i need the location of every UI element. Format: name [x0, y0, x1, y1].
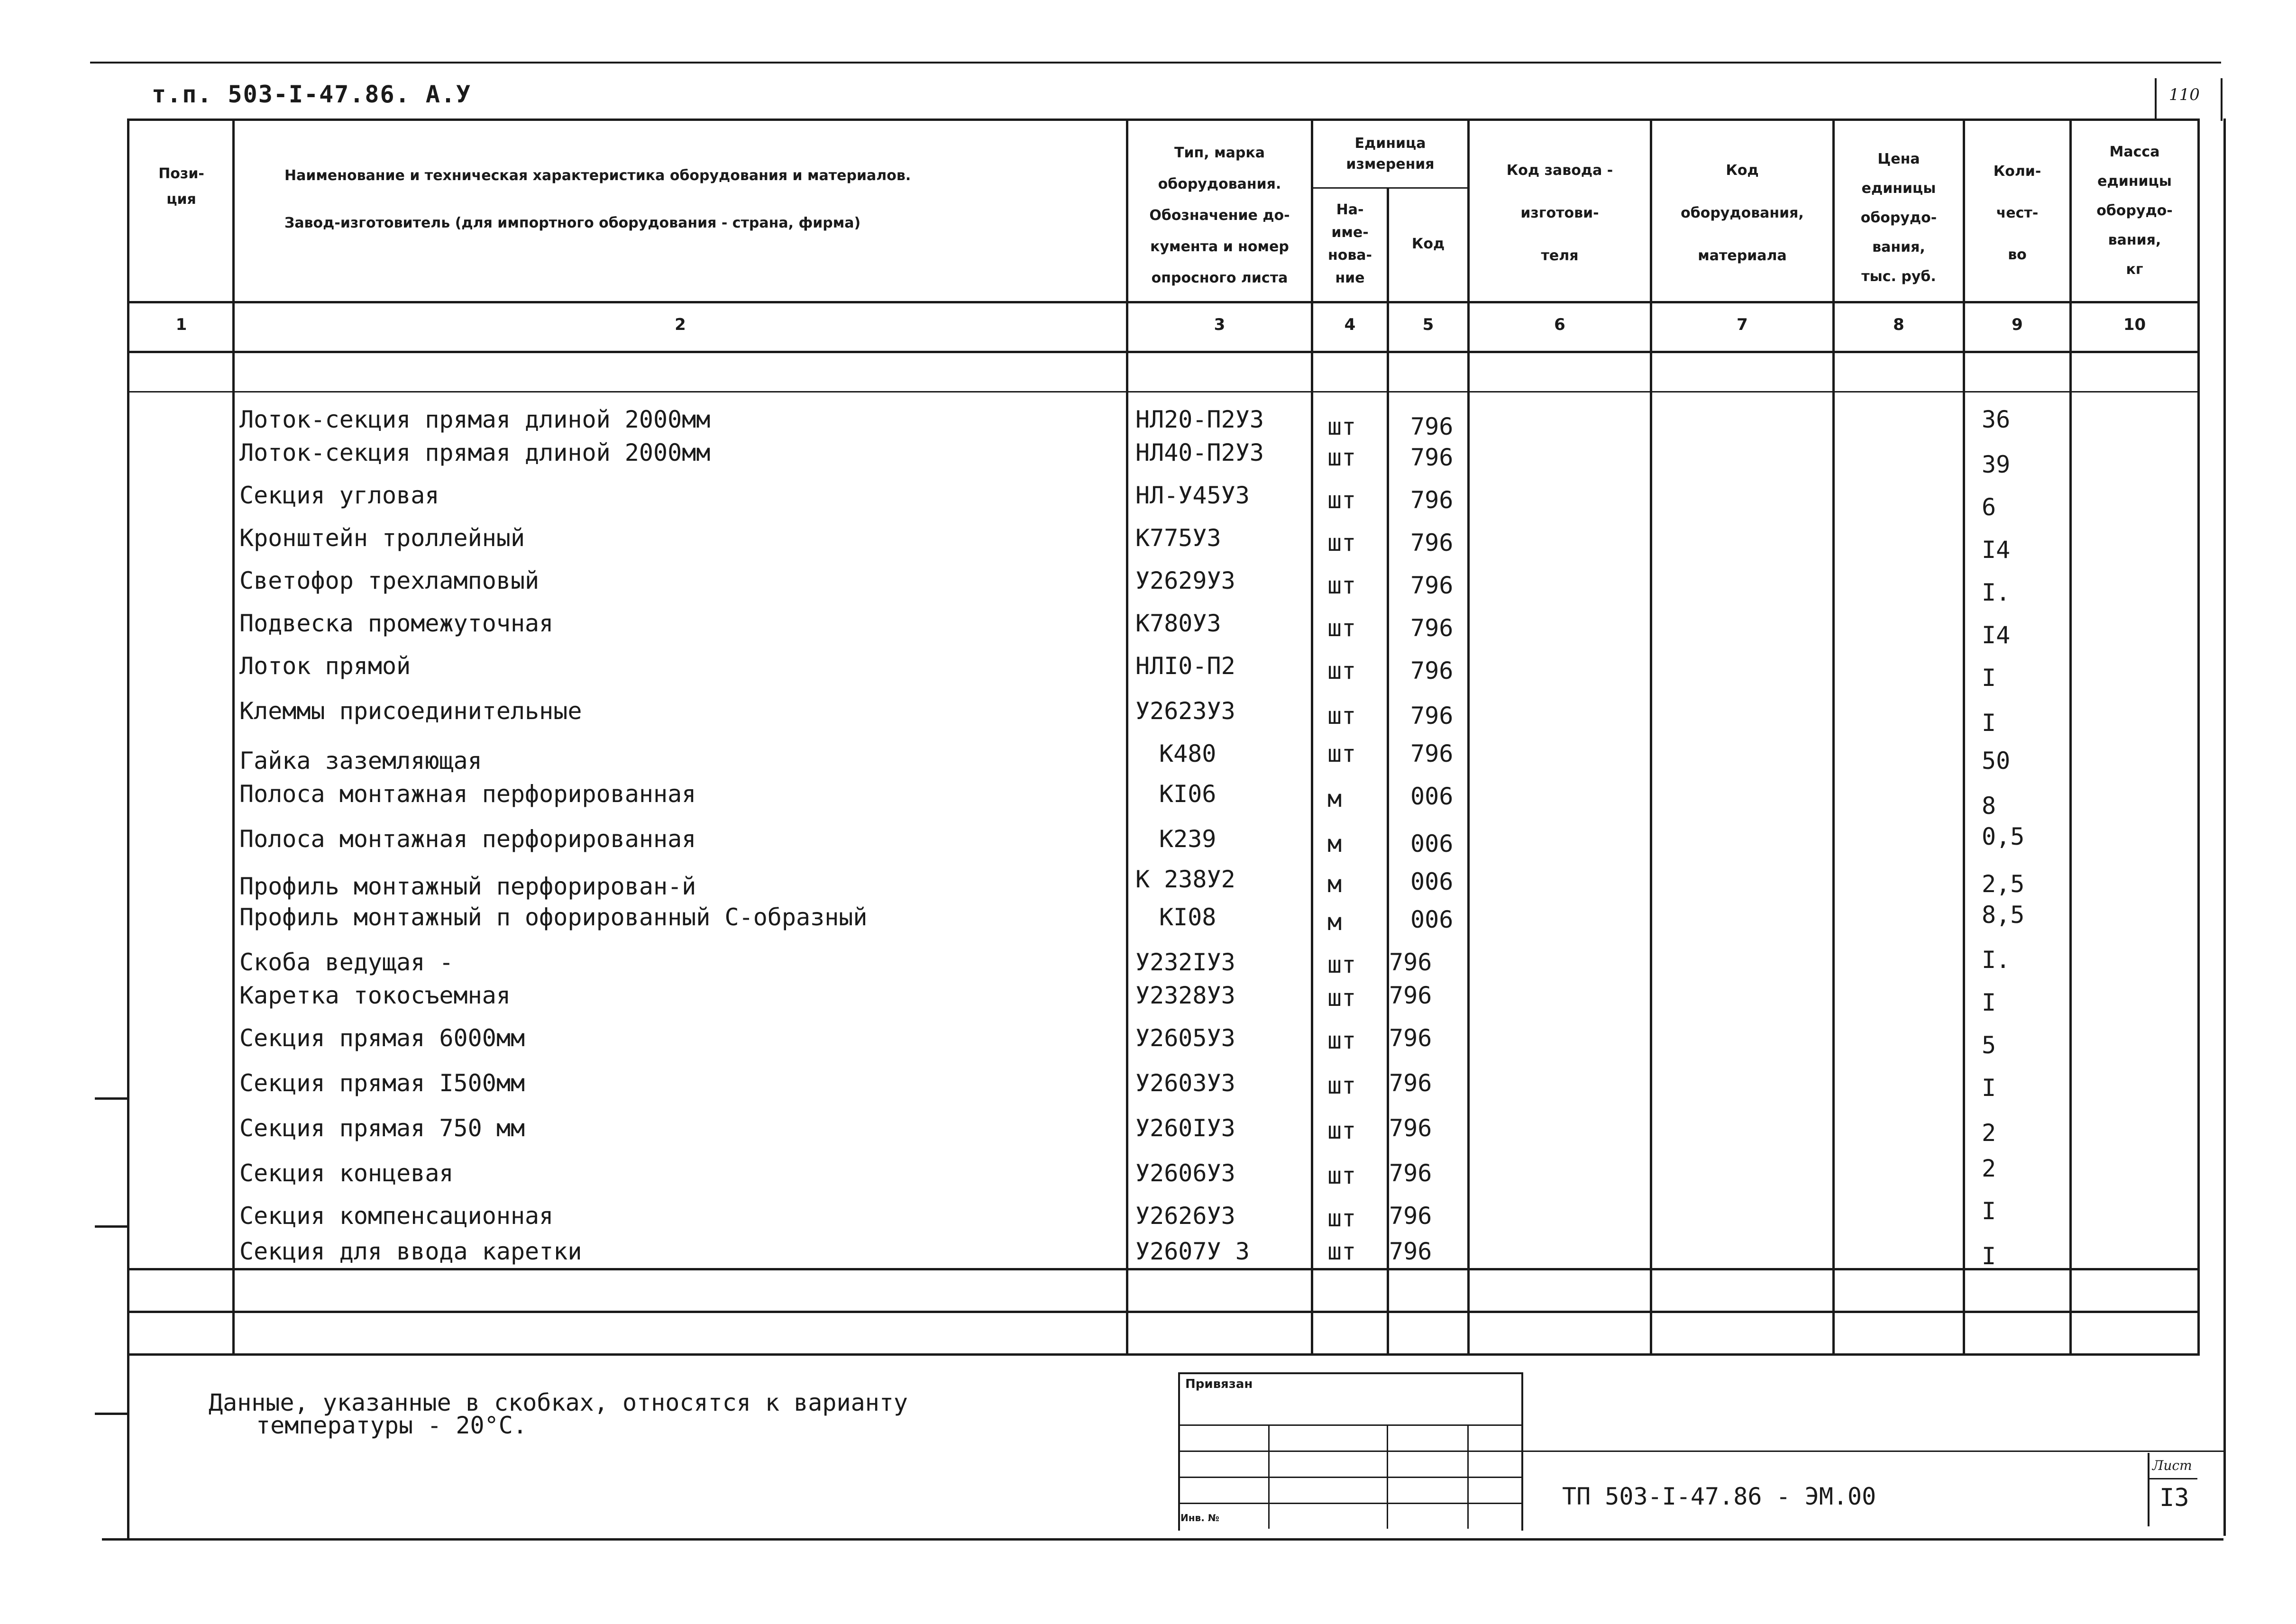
- item-unit: шт: [1327, 951, 1356, 978]
- header-position: Пози- ция: [158, 165, 204, 208]
- sheet-box-line: [2148, 1478, 2197, 1479]
- item-type: К 238У2: [1135, 866, 1235, 893]
- item-name: Секция концевая: [239, 1159, 454, 1187]
- item-name: Кронштейн троллейный: [239, 524, 525, 552]
- item-name: Секция угловая: [239, 482, 439, 509]
- margin-tick: [95, 1225, 128, 1228]
- item-type: НЛ40-П2У3: [1135, 439, 1264, 466]
- table-row: [0, 652, 2296, 695]
- item-unit: м: [1327, 908, 1342, 936]
- header-unit-group: Единица измерения: [1346, 135, 1435, 173]
- table-row: [0, 481, 2296, 525]
- table-first-row-line: [128, 391, 2200, 392]
- header-type: Тип, марка оборудования. Обозначение до- кумента и номер опросного листа: [1149, 145, 1290, 286]
- item-unit: шт: [1327, 1027, 1356, 1054]
- item-code: 796: [1389, 1114, 1432, 1142]
- item-name: Секция компенсационная: [239, 1202, 554, 1230]
- unit-group-line: [1311, 187, 1467, 189]
- item-name: Секция для ввода каретки: [239, 1238, 582, 1265]
- item-type: У260IУ3: [1135, 1114, 1235, 1142]
- footer-note-line2: температуры - 20°С.: [256, 1412, 527, 1439]
- page-corner-number: 110: [2169, 85, 2200, 104]
- item-type: У2328У3: [1135, 982, 1235, 1009]
- item-code: 796: [1389, 1159, 1432, 1187]
- item-code: 796: [1389, 1238, 1432, 1265]
- stamp-divider: [1268, 1424, 1270, 1529]
- item-type: КI06: [1159, 780, 1217, 808]
- item-type: К775У3: [1135, 524, 1221, 552]
- stamp-divider: [1467, 1424, 1469, 1529]
- item-unit: шт: [1327, 740, 1356, 767]
- table-row: [0, 1114, 2296, 1158]
- item-code: 796: [1410, 614, 1454, 642]
- colnum-7: 7: [1737, 315, 1748, 334]
- item-qty: 8: [1982, 792, 1996, 820]
- table-row: [0, 566, 2296, 610]
- table-row: [0, 1069, 2296, 1113]
- item-unit: шт: [1327, 702, 1356, 730]
- header-quantity: Коли- чест- во: [1993, 163, 2041, 263]
- table-row: [0, 780, 2296, 823]
- item-unit: шт: [1327, 1162, 1356, 1189]
- item-unit: шт: [1327, 572, 1356, 599]
- table-row: [0, 524, 2296, 567]
- item-qty: I.: [1982, 579, 2011, 606]
- item-name: Секция прямая 750 мм: [239, 1114, 525, 1142]
- item-qty: I: [1982, 989, 1996, 1016]
- colnum-2: 2: [675, 315, 686, 334]
- item-qty: I: [1982, 1074, 1996, 1102]
- item-qty: 39: [1982, 451, 2011, 478]
- item-qty: 8,5: [1982, 901, 2025, 929]
- item-qty: I.: [1982, 946, 2011, 974]
- table-bottom-line: [128, 1353, 2200, 1356]
- item-qty: I: [1982, 1242, 1996, 1270]
- item-type: У2603У3: [1135, 1069, 1235, 1097]
- colnum-bottom-line: [128, 351, 2200, 353]
- header-name-line1: Наименование и техническая характеристика оборудования и материалов.: [284, 167, 911, 184]
- item-code: 796: [1410, 444, 1454, 471]
- item-type: НЛI0-П2: [1135, 652, 1235, 680]
- item-code: 796: [1389, 949, 1432, 976]
- item-name: Профиль монтажный перфорирован-й: [239, 873, 696, 900]
- item-name: Светофор трехламповый: [239, 567, 540, 594]
- item-unit: м: [1327, 870, 1342, 898]
- table-row: [0, 903, 2296, 947]
- item-type: НЛ-У45У3: [1135, 482, 1250, 509]
- stamp-line: [1178, 1477, 1521, 1478]
- item-qty: 2: [1982, 1119, 1996, 1147]
- stamp-inventory-label: Инв. №: [1180, 1512, 1219, 1524]
- item-qty: I4: [1982, 621, 2011, 649]
- stamp-divider: [1387, 1424, 1388, 1529]
- colnum-4: 4: [1344, 315, 1356, 334]
- item-name: Скоба ведущая -: [239, 949, 454, 976]
- item-code: 006: [1410, 830, 1454, 858]
- header-factory-code: Код завода - изготови- теля: [1506, 162, 1613, 264]
- item-type: К780У3: [1135, 610, 1221, 637]
- stamp-line: [1178, 1451, 2223, 1452]
- table-row: [0, 865, 2296, 909]
- sheet-label: Лист: [2152, 1458, 2192, 1473]
- colnum-8: 8: [1893, 315, 1904, 334]
- page-bottom-line: [102, 1538, 2223, 1541]
- item-unit: шт: [1327, 1072, 1356, 1099]
- item-name: Гайка заземляющая: [239, 747, 482, 775]
- item-qty: 0,5: [1982, 823, 2025, 850]
- item-type: У2623У3: [1135, 697, 1235, 725]
- item-qty: I: [1982, 664, 1996, 692]
- document-code: т.п. 503-I-47.86. А.У: [152, 81, 472, 108]
- item-qty: 50: [1982, 747, 2011, 775]
- table-top-line: [128, 119, 2200, 121]
- item-name: Подвеска промежуточная: [239, 610, 554, 637]
- item-qty: 6: [1982, 493, 1996, 521]
- item-name: Клеммы присоединительные: [239, 697, 582, 725]
- colnum-6: 6: [1554, 315, 1565, 334]
- table-row: [0, 438, 2296, 482]
- table-row: [0, 697, 2296, 740]
- table-row: [0, 1237, 2296, 1281]
- stamp-line: [1178, 1424, 1521, 1426]
- item-unit: шт: [1327, 529, 1356, 557]
- item-name: Лоток прямой: [239, 652, 411, 680]
- item-qty: I: [1982, 709, 1996, 737]
- table-row: [0, 981, 2296, 1025]
- item-name: Полоса монтажная перфорированная: [239, 825, 696, 853]
- margin-tick: [95, 1097, 128, 1100]
- item-type: У2629У3: [1135, 567, 1235, 594]
- item-unit: шт: [1327, 657, 1356, 684]
- stamp-label: Привязан: [1185, 1377, 1253, 1391]
- item-unit: м: [1327, 785, 1342, 812]
- item-qty: I: [1982, 1197, 1996, 1225]
- table-row: [0, 609, 2296, 653]
- item-type: К239: [1159, 825, 1217, 853]
- item-code: 796: [1410, 529, 1454, 557]
- item-name: Лоток-секция прямая длиной 2000мм: [239, 439, 711, 466]
- item-type: У232IУ3: [1135, 949, 1235, 976]
- item-name: Профиль монтажный п офорированный С-образный: [239, 903, 868, 931]
- document-title-code: ТП 503-I-47.86 - ЭМ.00: [1562, 1483, 1876, 1510]
- item-name: Каретка токосъемная: [239, 982, 511, 1009]
- item-qty: 2,5: [1982, 870, 2025, 898]
- item-type: У2606У3: [1135, 1159, 1235, 1187]
- item-name: Полоса монтажная перфорированная: [239, 780, 696, 808]
- table-row: [0, 1024, 2296, 1067]
- header-price: Цена единицы оборудо- вания, тыс. руб.: [1860, 151, 1937, 285]
- item-qty: 2: [1982, 1155, 1996, 1182]
- item-code: 796: [1389, 1069, 1432, 1097]
- header-unit-name: На- име- нова- ние: [1327, 201, 1372, 286]
- item-unit: шт: [1327, 486, 1356, 514]
- header-name-line2: Завод-изготовитель (для импортного оборудования - страна, фирма): [284, 215, 861, 231]
- item-type: У2607У 3: [1135, 1238, 1250, 1265]
- header-bottom-line: [128, 301, 2200, 303]
- item-type: КI08: [1159, 903, 1217, 931]
- footer-note-line1: Данные, указанные в скобках, относятся к варианту: [209, 1389, 908, 1416]
- item-type: К480: [1159, 740, 1217, 767]
- item-name: Лоток-секция прямая длиной 2000мм: [239, 406, 711, 433]
- table-row: [0, 739, 2296, 783]
- margin-tick: [95, 1413, 128, 1415]
- sheet-number: I3: [2159, 1484, 2189, 1512]
- item-unit: шт: [1327, 1238, 1356, 1265]
- item-type: У2626У3: [1135, 1202, 1235, 1230]
- item-unit: шт: [1327, 1204, 1356, 1232]
- colnum-5: 5: [1422, 315, 1434, 334]
- item-type: НЛ20-П2У3: [1135, 406, 1264, 433]
- header-equipment-code: Код оборудования, материала: [1681, 162, 1804, 264]
- item-code: 796: [1410, 413, 1454, 440]
- item-type: У2605У3: [1135, 1024, 1235, 1052]
- top-border-line: [90, 62, 2221, 64]
- header-mass: Масса единицы оборудо- вания, кг: [2096, 144, 2173, 278]
- colnum-1: 1: [175, 315, 187, 334]
- item-qty: 5: [1982, 1031, 1996, 1059]
- item-code: 006: [1410, 783, 1454, 810]
- item-code: 796: [1389, 1202, 1432, 1230]
- item-name: Секция прямая 6000мм: [239, 1024, 525, 1052]
- item-code: 796: [1410, 572, 1454, 599]
- item-name: Секция прямая I500мм: [239, 1069, 525, 1097]
- table-row: [0, 825, 2296, 868]
- item-code: 796: [1410, 486, 1454, 514]
- item-code: 796: [1389, 982, 1432, 1009]
- item-unit: м: [1327, 830, 1342, 858]
- item-code: 796: [1410, 657, 1454, 684]
- table-row: [0, 1155, 2296, 1203]
- item-unit: шт: [1327, 444, 1356, 471]
- item-unit: шт: [1327, 614, 1356, 642]
- item-qty: I4: [1982, 536, 2011, 564]
- item-code: 796: [1389, 1024, 1432, 1052]
- header-unit-code: Код: [1411, 236, 1445, 252]
- item-unit: шт: [1327, 413, 1356, 440]
- colnum-9: 9: [2012, 315, 2023, 334]
- item-code: 006: [1410, 906, 1454, 933]
- colnum-3: 3: [1214, 315, 1226, 334]
- colnum-10: 10: [2123, 315, 2146, 334]
- item-code: 796: [1410, 740, 1454, 767]
- table-last-row-line: [128, 1311, 2200, 1313]
- item-unit: шт: [1327, 1117, 1356, 1144]
- item-qty: 36: [1982, 406, 2011, 433]
- item-code: 006: [1410, 868, 1454, 895]
- item-unit: шт: [1327, 984, 1356, 1012]
- stamp-line: [1178, 1503, 1521, 1504]
- item-code: 796: [1410, 702, 1454, 730]
